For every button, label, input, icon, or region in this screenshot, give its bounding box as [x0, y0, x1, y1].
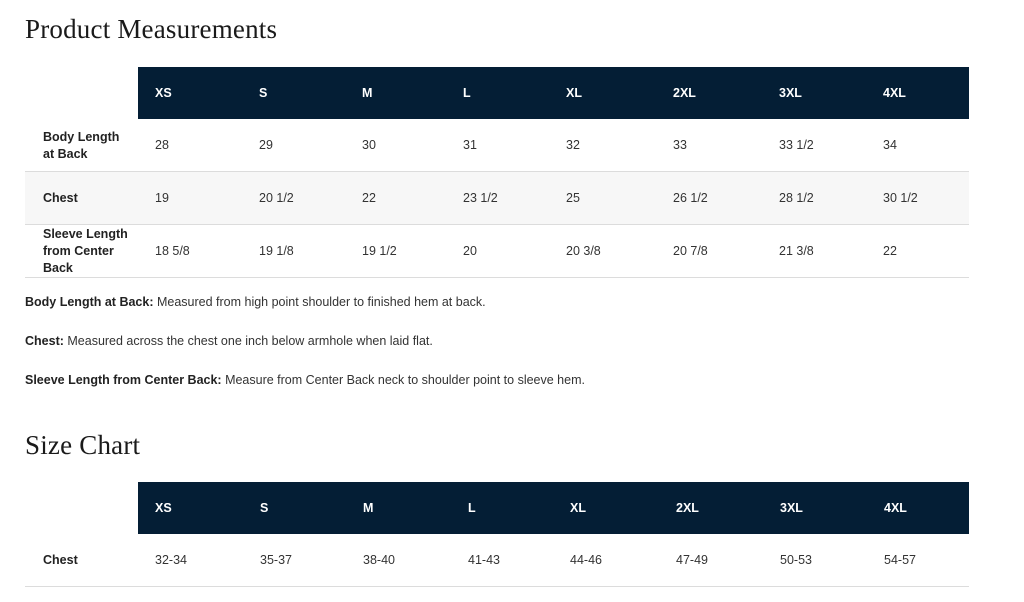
- size-header: M: [363, 501, 374, 515]
- size-header: XL: [570, 501, 586, 515]
- size-header: 4XL: [883, 86, 906, 100]
- note-text: Measure from Center Back neck to shoulder point to sleeve hem.: [221, 373, 585, 387]
- table-cell: 33: [673, 138, 687, 152]
- table-row: [25, 172, 969, 225]
- table-cell: 31: [463, 138, 477, 152]
- table-cell: 32-34: [155, 553, 187, 567]
- note-term: Body Length at Back:: [25, 295, 154, 309]
- table-cell: 20 7/8: [673, 244, 708, 258]
- table-cell: 20 1/2: [259, 191, 294, 205]
- table-cell: 29: [259, 138, 273, 152]
- table-cell: 26 1/2: [673, 191, 708, 205]
- table-row: [25, 119, 969, 172]
- size-header: L: [468, 501, 476, 515]
- table-cell: 18 5/8: [155, 244, 190, 258]
- table-row: [25, 534, 969, 587]
- note-body-length: [25, 295, 486, 309]
- size-header: 2XL: [676, 501, 699, 515]
- size-header: XS: [155, 86, 172, 100]
- table-cell: 54-57: [884, 553, 916, 567]
- page-title: Product Measurements: [25, 14, 278, 44]
- table-cell: 28: [155, 138, 169, 152]
- note-text: Measured from high point shoulder to finished hem at back.: [153, 295, 486, 309]
- row-label: Chest: [43, 191, 78, 205]
- size-header: 4XL: [884, 501, 907, 515]
- note-sleeve-length: [25, 373, 585, 387]
- table-cell: 28 1/2: [779, 191, 814, 205]
- table-cell: 35-37: [260, 553, 292, 567]
- table-cell: 41-43: [468, 553, 500, 567]
- table-cell: 33 1/2: [779, 138, 814, 152]
- table-cell: 21 3/8: [779, 244, 814, 258]
- table-cell: 34: [883, 138, 897, 152]
- size-header: 2XL: [673, 86, 696, 100]
- size-header-row: [138, 482, 969, 534]
- table-cell: 25: [566, 191, 580, 205]
- size-header: XL: [566, 86, 582, 100]
- table-cell: 30 1/2: [883, 191, 918, 205]
- row-label: Sleeve Length from Center Back: [43, 227, 128, 275]
- table-cell: 19: [155, 191, 169, 205]
- note-text: Measured across the chest one inch below armhole when laid flat.: [63, 334, 433, 348]
- note-term: Chest:: [25, 334, 64, 348]
- table-cell: 47-49: [676, 553, 708, 567]
- note-chest: [25, 334, 433, 348]
- table-cell: 22: [883, 244, 897, 258]
- table-cell: 22: [362, 191, 376, 205]
- size-header: XS: [155, 501, 172, 515]
- size-header: M: [362, 86, 373, 100]
- note-term: Sleeve Length from Center Back:: [25, 373, 222, 387]
- table-cell: 50-53: [780, 553, 812, 567]
- table-cell: 19 1/2: [362, 244, 397, 258]
- row-label: Body Length at Back: [43, 129, 120, 161]
- table-cell: 20 3/8: [566, 244, 601, 258]
- table-cell: 44-46: [570, 553, 602, 567]
- table-cell: 38-40: [363, 553, 395, 567]
- table-row: [25, 225, 969, 278]
- table-cell: 32: [566, 138, 580, 152]
- size-header: S: [260, 501, 269, 515]
- section-title: Size Chart: [25, 430, 141, 460]
- row-label: Chest: [43, 553, 78, 567]
- size-header: 3XL: [780, 501, 803, 515]
- table-cell: 19 1/8: [259, 244, 294, 258]
- size-header: S: [259, 86, 268, 100]
- table-cell: 20: [463, 244, 477, 258]
- table-cell: 30: [362, 138, 376, 152]
- size-header: 3XL: [779, 86, 802, 100]
- table-cell: 23 1/2: [463, 191, 498, 205]
- size-header-row: [138, 67, 969, 119]
- size-header: L: [463, 86, 471, 100]
